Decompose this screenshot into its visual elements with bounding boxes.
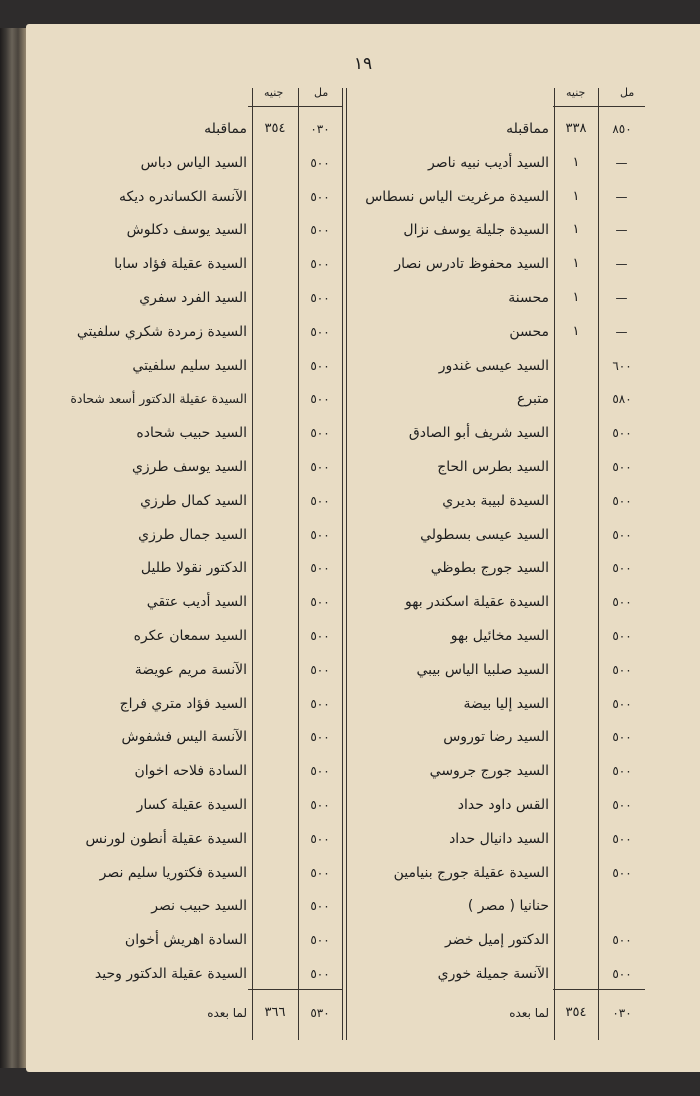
row-donor-name: السيد أديب عتقي xyxy=(146,594,247,611)
row-donor-name: السيدة جليلة يوسف نزال xyxy=(403,222,549,239)
row-donor-name: السيدة عقيلة الدكتور وحيد xyxy=(94,966,247,982)
row-mil-value: ٥٠٠ xyxy=(310,493,330,508)
ledger-row xyxy=(26,691,700,717)
ledger-row xyxy=(26,826,700,852)
row-donor-name: السيد بطرس الحاج xyxy=(437,459,549,475)
row-donor-name: السيد كمال طرزي xyxy=(140,492,247,509)
row-mil-value: ٥٠٠ xyxy=(310,189,330,204)
row-mil-value: ٥٠٠ xyxy=(310,662,330,677)
row-donor-name: السادة فلاحه اخوان xyxy=(134,763,247,780)
row-jinih-value: ٣٥٤ xyxy=(264,121,286,136)
left-total-jinih: ٣٦٦ xyxy=(264,1005,286,1020)
row-donor-name: السيدة عقيلة كسار xyxy=(136,797,247,813)
row-mil-value: ٥٠٠ xyxy=(612,967,632,981)
row-donor-name: السيد حبيب نصر xyxy=(151,898,247,915)
row-donor-name: السيد جمال طرزي xyxy=(138,526,247,543)
row-mil-value: — xyxy=(615,155,629,170)
ledger-row xyxy=(26,555,700,581)
row-donor-name: السيد عيسى بسطولي xyxy=(420,526,549,543)
row-donor-name: السيدة عقيلة فؤاد سابا xyxy=(114,256,247,273)
ledger-row xyxy=(26,927,700,953)
ledger-row xyxy=(26,386,700,412)
ledger-row xyxy=(26,150,700,176)
row-jinih-value: ١ xyxy=(572,256,580,272)
row-donor-name: السيد جورج بطوظي xyxy=(430,560,549,577)
ledger-row xyxy=(26,217,700,243)
row-donor-name: السيد مخائيل بهو xyxy=(450,628,549,644)
row-mil-value: ٥٠٠ xyxy=(310,798,330,812)
row-mil-value: ٥٠٠ xyxy=(310,223,330,238)
ledger-row xyxy=(26,285,700,311)
ledger-row xyxy=(26,116,700,142)
row-donor-name: السيد محفوظ تادرس نصار xyxy=(394,256,549,273)
row-jinih-value: ١ xyxy=(572,188,580,204)
row-jinih-value: ١ xyxy=(572,154,580,170)
row-mil-value: ٨٥٠ xyxy=(612,122,632,136)
ledger-row xyxy=(26,589,700,615)
left-total-rule xyxy=(248,989,342,990)
row-mil-value: ٥٠٠ xyxy=(310,967,330,981)
row-donor-name: حنانيا ( مصر ) xyxy=(467,898,549,915)
row-mil-value: ٥٠٠ xyxy=(612,561,632,576)
row-mil-value: ٥٨٠ xyxy=(612,392,632,407)
left-total-row xyxy=(26,1000,700,1026)
row-mil-value: ٥٠٠ xyxy=(612,933,632,948)
ledger-row xyxy=(26,893,700,919)
row-donor-name: السيد يوسف دكلوش xyxy=(126,222,247,239)
row-mil-value: ٥٠٠ xyxy=(310,933,330,948)
row-mil-value: ٥٠٠ xyxy=(310,561,330,576)
row-mil-value: ٥٠٠ xyxy=(310,155,330,170)
row-mil-value: ٥٠٠ xyxy=(310,291,330,305)
row-donor-name: السيد الياس دباس xyxy=(140,154,247,171)
row-donor-name: السيدة فكتوريا سليم نصر xyxy=(99,864,247,881)
row-donor-name: السيدة عقيلة أنطون لورنس xyxy=(85,830,247,847)
row-mil-value: ٥٠٠ xyxy=(310,392,330,407)
row-mil-value: — xyxy=(615,223,629,238)
row-donor-name: مماقبله xyxy=(506,121,549,137)
row-donor-name: محسن xyxy=(509,323,549,340)
row-mil-value: ٥٠٠ xyxy=(612,662,632,677)
row-donor-name: السيد رضا توروس xyxy=(443,729,549,746)
row-mil-value: ٥٠٠ xyxy=(612,696,632,711)
ledger-row xyxy=(26,792,700,818)
row-donor-name: مماقبله xyxy=(204,121,247,137)
row-mil-value: ٥٠٠ xyxy=(310,358,330,373)
row-mil-value: ٥٠٠ xyxy=(310,696,330,711)
row-mil-value: ٥٠٠ xyxy=(612,629,632,643)
row-mil-value: ٥٠٠ xyxy=(612,493,632,508)
row-donor-name: السيد أديب نبيه ناصر xyxy=(428,154,549,171)
row-donor-name: السيد الفرد سفري xyxy=(139,290,247,306)
row-donor-name: الآنسة اليس فشفوش xyxy=(121,729,247,746)
row-mil-value: ٦٠٠ xyxy=(612,358,632,373)
row-donor-name: الدكتور إميل خضر xyxy=(444,932,549,949)
row-mil-value: ٥٠٠ xyxy=(612,865,632,880)
ledger-row xyxy=(26,488,700,514)
row-donor-name: السيد صلبيا الياس بيبي xyxy=(416,661,549,678)
ledger-row xyxy=(26,522,700,548)
row-jinih-value: ١ xyxy=(572,222,580,238)
ledger-row xyxy=(26,420,700,446)
row-mil-value: ٥٠٠ xyxy=(310,865,330,880)
row-mil-value: — xyxy=(615,189,629,204)
row-mil-value: ٥٠٠ xyxy=(612,730,632,745)
row-mil-value: ٥٠٠ xyxy=(310,595,330,610)
right-jinih-header: جنيه xyxy=(566,86,586,99)
ledger-row xyxy=(26,319,700,345)
row-mil-value: — xyxy=(615,257,629,272)
ledger-row xyxy=(26,758,700,784)
left-jinih-header: جنيه xyxy=(264,86,284,99)
left-total-mil: ٥٣٠ xyxy=(310,1006,330,1020)
row-mil-value: — xyxy=(615,324,629,339)
ledger-row xyxy=(26,251,700,277)
ledger-row xyxy=(26,724,700,750)
row-mil-value: ٥٠٠ xyxy=(310,629,330,643)
row-mil-value: ٥٠٠ xyxy=(612,831,632,846)
row-jinih-value: ٣٣٨ xyxy=(565,121,587,136)
ledger-row xyxy=(26,353,700,379)
right-total-rule xyxy=(553,989,645,990)
row-mil-value: ٥٠٠ xyxy=(612,595,632,610)
row-donor-name: الآنسة مريم عويضة xyxy=(134,661,247,678)
left-mil-header: مل xyxy=(314,86,329,99)
left-total-label: لما بعده xyxy=(207,1006,247,1020)
ledger-row xyxy=(26,657,700,683)
row-mil-value: ٥٠٠ xyxy=(612,527,632,542)
row-jinih-value: ١ xyxy=(572,290,580,305)
row-donor-name: السيد جورج جروسي xyxy=(429,763,549,780)
ledger-row xyxy=(26,961,700,987)
row-mil-value: ٥٠٠ xyxy=(310,730,330,745)
row-mil-value: ٠٣٠ xyxy=(310,122,330,136)
row-mil-value: ٥٠٠ xyxy=(310,460,330,474)
row-mil-value: ٥٠٠ xyxy=(612,764,632,779)
left-header-rule xyxy=(248,106,342,107)
row-mil-value: — xyxy=(615,291,629,305)
row-donor-name: محسنة xyxy=(508,290,549,306)
right-mil-header: مل xyxy=(620,86,635,99)
row-donor-name: السيد سليم سلفيتي xyxy=(132,357,247,374)
ledger-row xyxy=(26,623,700,649)
right-total-mil: ٠٣٠ xyxy=(612,1006,632,1020)
row-donor-name: السيد سمعان عكره xyxy=(133,628,247,644)
row-donor-name: السيد عيسى غندور xyxy=(438,357,549,374)
ledger-row xyxy=(26,454,700,480)
row-mil-value: ٥٠٠ xyxy=(310,899,330,914)
row-donor-name: السيد حبيب شحاده xyxy=(136,425,247,442)
right-header-rule xyxy=(553,106,645,107)
row-donor-name: السيدة لبيبة بديري xyxy=(442,492,549,509)
row-donor-name: الآنسة الكساندره ديكه xyxy=(118,188,247,205)
ledger-row xyxy=(26,184,700,210)
row-mil-value: ٥٠٠ xyxy=(310,764,330,779)
ledger-row xyxy=(26,860,700,886)
row-mil-value: ٥٠٠ xyxy=(310,831,330,846)
row-donor-name: السادة اهريش أخوان xyxy=(124,932,247,949)
row-donor-name: السيدة مرغريت الياس نسطاس xyxy=(365,188,549,205)
row-donor-name: السيد دانيال حداد xyxy=(449,830,549,847)
right-total-label: لما بعده xyxy=(509,1006,549,1020)
row-donor-name: السيد فؤاد متري فراج xyxy=(119,695,247,712)
row-donor-name: الدكتور نقولا طليل xyxy=(140,560,247,577)
row-mil-value: ٥٠٠ xyxy=(612,798,632,812)
row-jinih-value: ١ xyxy=(572,323,580,339)
row-mil-value: ٥٠٠ xyxy=(612,426,632,441)
row-donor-name: السيد إليا بيضة xyxy=(463,695,549,712)
row-donor-name: السيد شريف أبو الصادق xyxy=(408,425,549,442)
row-donor-name: القس داود حداد xyxy=(457,797,549,813)
row-donor-name: السيدة عقيلة جورج بنيامين xyxy=(393,864,549,881)
row-mil-value: ٥٠٠ xyxy=(310,257,330,272)
page-number: ١٩ xyxy=(353,54,373,74)
row-mil-value: ٥٠٠ xyxy=(612,460,632,474)
row-donor-name: السيدة عقيلة الدكتور أسعد شحادة xyxy=(70,391,247,407)
row-mil-value: ٥٠٠ xyxy=(310,527,330,542)
row-mil-value: ٥٠٠ xyxy=(310,426,330,441)
row-donor-name: السيدة عقيلة اسكندر بهو xyxy=(405,594,549,611)
row-donor-name: الآنسة جميلة خوري xyxy=(437,966,549,982)
row-donor-name: السيدة زمردة شكري سلفيتي xyxy=(76,323,247,340)
row-donor-name: متبرع xyxy=(516,391,549,408)
row-donor-name: السيد يوسف طرزي xyxy=(131,459,247,475)
ledger-page xyxy=(26,24,700,1072)
row-mil-value: ٥٠٠ xyxy=(310,324,330,339)
right-total-jinih: ٣٥٤ xyxy=(565,1005,587,1020)
